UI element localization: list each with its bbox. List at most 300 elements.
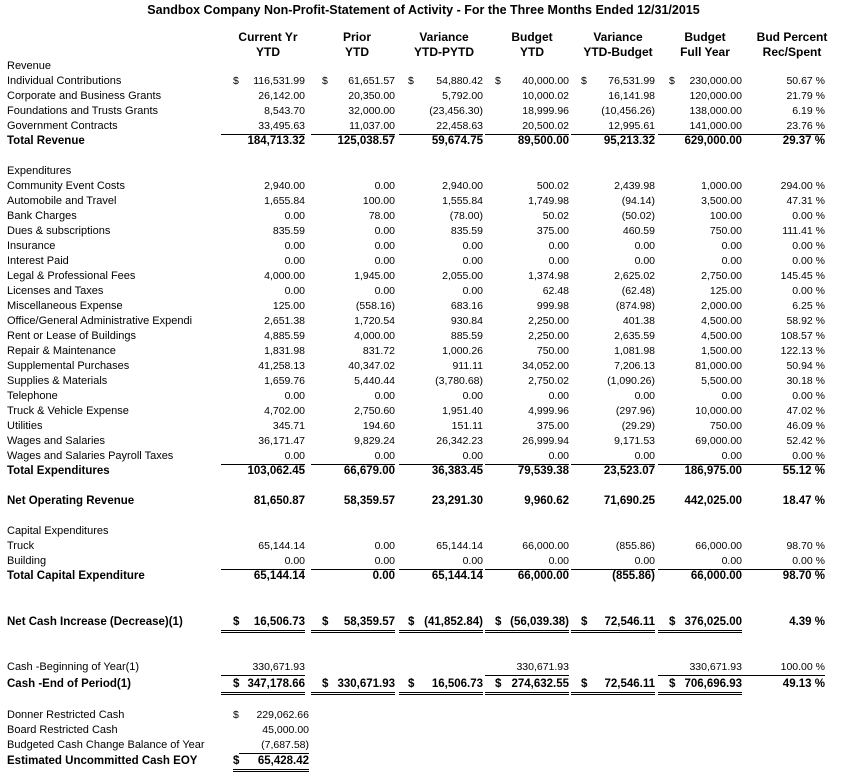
value-cell: 33,495.63 (221, 119, 305, 135)
value-cell: (56,039.38) (485, 615, 569, 633)
value-cell: 22,458.63 (399, 119, 483, 135)
value-cell: 274,632.55 (485, 677, 569, 695)
value-cell: 1,555.84 (442, 195, 483, 207)
value-cell: (855.86) (612, 570, 655, 582)
total-row-label: Total Capital Expenditure (7, 570, 145, 582)
value-cell: 0.00 (374, 225, 395, 237)
row-label: Supplies & Materials (7, 375, 108, 387)
value-cell: 0.00 (548, 240, 569, 252)
value-cell: 2,940.00 (442, 180, 483, 192)
value-cell: 1,749.98 (528, 195, 569, 207)
currency-symbol: $ (322, 677, 334, 695)
value-cell: (41,852.84) (399, 615, 483, 633)
value-cell: 29.37 % (782, 135, 825, 147)
value-cell: 49.13 % (782, 678, 825, 690)
value-cell: 4,000.00 (264, 270, 305, 282)
value-cell: 1,500.00 (701, 345, 742, 357)
value-cell: 125.00 (272, 300, 305, 312)
total-row-label: Total Revenue (7, 135, 85, 147)
value-cell: 0.00 (284, 255, 305, 267)
currency-symbol: $ (233, 677, 245, 695)
value-cell: 885.59 (450, 330, 483, 342)
value-cell: 706,696.93 (658, 677, 742, 695)
value-cell: 98.70 % (782, 570, 825, 582)
column-header-line: Variance (593, 30, 643, 44)
value-cell: 0.00 (311, 554, 395, 570)
currency-symbol: $ (233, 615, 245, 633)
value-cell: 5,792.00 (442, 90, 483, 102)
value-cell: 23.76 % (741, 119, 825, 135)
value-cell: 9,171.53 (614, 435, 655, 447)
row-label: Cash -Beginning of Year(1) (7, 661, 140, 673)
value-cell: 347,178.66 (221, 677, 305, 695)
value-cell: 41,258.13 (258, 360, 305, 372)
value-cell: 186,975.00 (684, 465, 742, 477)
currency-symbol: $ (581, 677, 593, 695)
value-cell: 184,713.32 (247, 135, 305, 147)
value-cell: 71,690.25 (603, 495, 655, 507)
value-cell: 30.18 % (786, 375, 825, 387)
value-cell: 1,000.26 (442, 345, 483, 357)
value-cell: 4,000.00 (354, 330, 395, 342)
value-cell: 0.00 (399, 449, 483, 465)
column-header-line: Bud Percent (756, 30, 828, 44)
value-cell: 683.16 (450, 300, 483, 312)
column-header-line: YTD (256, 45, 280, 59)
value-cell: 40,000.00 (522, 75, 569, 87)
value-cell: 2,750.60 (354, 405, 395, 417)
value-cell: 76,531.99 (608, 75, 655, 87)
column-header (316, 30, 398, 60)
value-cell: 47.02 % (786, 405, 825, 417)
value-cell: 125.00 (709, 285, 742, 297)
value-cell: 460.59 (622, 225, 655, 237)
row-label: Budgeted Cash Change Balance of Year (7, 739, 205, 751)
section-heading: Revenue (7, 60, 52, 72)
value-cell: 11,037.00 (311, 119, 395, 135)
column-header-line: Current Yr (238, 30, 298, 44)
value-cell: 1,831.98 (264, 345, 305, 357)
value-cell: 5,440.44 (354, 375, 395, 387)
value-cell: 0.00 (374, 540, 395, 552)
column-header-line: Full Year (680, 45, 730, 59)
value-cell: 750.00 (536, 345, 569, 357)
value-cell: 47.31 % (786, 195, 825, 207)
column-header (403, 30, 485, 60)
currency-symbol: $ (322, 615, 334, 633)
value-cell: 750.00 (709, 420, 742, 432)
row-label: Telephone (7, 390, 58, 402)
value-cell: (23,456.30) (429, 105, 483, 117)
currency-symbol: $ (233, 75, 239, 87)
report-title: Sandbox Company Non-Profit-Statement of Activity - For the Three Months Ended 12/31/2015 (147, 3, 700, 17)
value-cell: 66,000.00 (517, 570, 569, 582)
value-cell: 0.00 % (792, 240, 825, 252)
value-cell: 36,171.47 (258, 435, 305, 447)
value-cell: 345.71 (272, 420, 305, 432)
value-cell: 229,062.66 (256, 709, 309, 721)
value-cell: (10,456.26) (601, 105, 655, 117)
value-cell: 2,439.98 (614, 180, 655, 192)
value-cell: 4,500.00 (701, 330, 742, 342)
value-cell: (50.02) (621, 210, 655, 222)
value-cell: 32,000.00 (348, 105, 395, 117)
value-cell: 120,000.00 (689, 90, 742, 102)
total-row-label: Cash -End of Period(1) (7, 678, 131, 690)
value-cell: 0.00 (634, 255, 655, 267)
value-cell: 2,750.02 (528, 375, 569, 387)
column-header-line: Variance (419, 30, 469, 44)
value-cell: (62.48) (621, 285, 655, 297)
value-cell: 95,213.32 (603, 135, 655, 147)
currency-symbol: $ (408, 615, 420, 633)
value-cell: (297.96) (615, 405, 655, 417)
value-cell: 122.13 % (780, 345, 825, 357)
value-cell: 835.59 (450, 225, 483, 237)
value-cell: 1,081.98 (614, 345, 655, 357)
value-cell: 10,000.02 (522, 90, 569, 102)
value-cell: 65,144.14 (258, 540, 305, 552)
value-cell: (78.00) (449, 210, 483, 222)
value-cell: 20,350.00 (348, 90, 395, 102)
value-cell: 2,625.02 (614, 270, 655, 282)
value-cell: 4.39 % (789, 616, 825, 628)
value-cell: 2,000.00 (701, 300, 742, 312)
value-cell: 0.00 (374, 180, 395, 192)
currency-symbol: $ (495, 615, 507, 633)
value-cell: 0.00 (462, 285, 483, 297)
value-cell: 81,650.87 (253, 495, 305, 507)
total-row-label: Net Cash Increase (Decrease)(1) (7, 616, 183, 628)
row-label: Insurance (7, 240, 56, 252)
row-label: Dues & subscriptions (7, 225, 111, 237)
value-cell: 2,750.00 (701, 270, 742, 282)
value-cell: 1,951.40 (442, 405, 483, 417)
value-cell: 0.00 (485, 449, 569, 465)
value-cell: 0.00 (284, 240, 305, 252)
value-cell: 230,000.00 (689, 75, 742, 87)
value-cell: 79,539.38 (517, 465, 569, 477)
value-cell: 0.00 (721, 390, 742, 402)
row-label: Board Restricted Cash (7, 724, 118, 736)
row-label: Rent or Lease of Buildings (7, 330, 137, 342)
value-cell: 54,880.42 (436, 75, 483, 87)
value-cell: 65,144.14 (436, 540, 483, 552)
row-label: Corporate and Business Grants (7, 90, 162, 102)
row-label: Office/General Administrative Expendi (7, 315, 193, 327)
value-cell: 0.00 (221, 449, 305, 465)
value-cell: 0.00 (658, 449, 742, 465)
value-cell: 7,206.13 (614, 360, 655, 372)
total-row-label: Total Expenditures (7, 465, 110, 477)
value-cell: 376,025.00 (658, 615, 742, 633)
value-cell: 4,702.00 (264, 405, 305, 417)
value-cell: 930.84 (450, 315, 483, 327)
value-cell: 4,885.59 (264, 330, 305, 342)
value-cell: 66,679.00 (343, 465, 395, 477)
value-cell: 138,000.00 (689, 105, 742, 117)
value-cell: 9,960.62 (524, 495, 569, 507)
row-label: Donner Restricted Cash (7, 709, 125, 721)
value-cell: 141,000.00 (658, 119, 742, 135)
currency-symbol: $ (408, 677, 420, 695)
value-cell: 2,250.00 (528, 330, 569, 342)
value-cell: 10,000.00 (695, 405, 742, 417)
value-cell: 5,500.00 (701, 375, 742, 387)
value-cell: 0.00 (548, 390, 569, 402)
value-cell: 20,500.02 (485, 119, 569, 135)
value-cell: 66,000.00 (690, 570, 742, 582)
value-cell: 61,651.57 (348, 75, 395, 87)
value-cell: 0.00 (571, 449, 655, 465)
value-cell: (29.29) (621, 420, 655, 432)
value-cell: 1,000.00 (701, 180, 742, 192)
value-cell: 65,144.14 (253, 570, 305, 582)
total-row-label: Estimated Uncommitted Cash EOY (7, 755, 198, 767)
value-cell: 55.12 % (782, 465, 825, 477)
column-header (751, 30, 833, 60)
value-cell: 500.02 (536, 180, 569, 192)
value-cell (311, 660, 395, 675)
value-cell: 16,506.73 (399, 677, 483, 695)
value-cell: 23,523.07 (603, 465, 655, 477)
value-cell: 0.00 (658, 554, 742, 570)
value-cell: 0.00 % (741, 449, 825, 465)
value-cell: 1,374.98 (528, 270, 569, 282)
currency-symbol: $ (408, 75, 414, 87)
value-cell: 116,531.99 (253, 75, 305, 87)
column-header-line: YTD (345, 45, 369, 59)
currency-symbol: $ (581, 75, 587, 87)
row-label: Wages and Salaries (7, 435, 106, 447)
value-cell: 62.48 (542, 285, 569, 297)
row-label: Licenses and Taxes (7, 285, 104, 297)
value-cell: 911.11 (452, 360, 483, 372)
row-label: Community Event Costs (7, 180, 125, 192)
column-header-line: Rec/Spent (762, 45, 822, 59)
value-cell: 103,062.45 (247, 465, 305, 477)
column-header-line: YTD-PYTD (414, 45, 474, 59)
currency-symbol: $ (669, 677, 681, 695)
value-cell: 26,999.94 (522, 435, 569, 447)
value-cell: 6.25 % (792, 300, 825, 312)
value-cell: 2,940.00 (264, 180, 305, 192)
value-cell: 2,635.59 (614, 330, 655, 342)
value-cell: 145.45 % (780, 270, 825, 282)
value-cell: 0.00 (571, 554, 655, 570)
value-cell: 0.00 (284, 210, 305, 222)
value-cell: 330,671.93 (311, 677, 395, 695)
value-cell: 0.00 (721, 255, 742, 267)
value-cell: 0.00 (374, 255, 395, 267)
value-cell: 34,052.00 (522, 360, 569, 372)
row-label: Supplemental Purchases (7, 360, 130, 372)
value-cell: 21.79 % (786, 90, 825, 102)
value-cell: 0.00 (311, 449, 395, 465)
value-cell (399, 660, 483, 675)
column-header-line: YTD (520, 45, 544, 59)
value-cell: 750.00 (709, 225, 742, 237)
value-cell: 23,291.30 (431, 495, 483, 507)
value-cell: 16,141.98 (608, 90, 655, 102)
row-label: Building (7, 555, 47, 567)
value-cell: 81,000.00 (695, 360, 742, 372)
value-cell: 16,506.73 (221, 615, 305, 633)
value-cell: 52.42 % (786, 435, 825, 447)
value-cell: 1,655.84 (264, 195, 305, 207)
value-cell: 69,000.00 (695, 435, 742, 447)
value-cell: 0.00 % (792, 285, 825, 297)
value-cell: (855.86) (615, 540, 655, 552)
value-cell: 100.00 (362, 195, 395, 207)
value-cell: 330,671.93 (221, 660, 305, 676)
value-cell: 0.00 (462, 255, 483, 267)
currency-symbol: $ (495, 75, 501, 87)
row-label: Truck (7, 540, 35, 552)
row-label: Repair & Maintenance (7, 345, 116, 357)
value-cell: 58,359.57 (343, 495, 395, 507)
value-cell: 50.94 % (786, 360, 825, 372)
value-cell: 46.09 % (786, 420, 825, 432)
column-header (491, 30, 573, 60)
value-cell: 330,671.93 (485, 660, 569, 676)
value-cell (571, 660, 655, 675)
value-cell: 26,342.23 (436, 435, 483, 447)
column-header (664, 30, 746, 60)
value-cell: 108.57 % (780, 330, 825, 342)
value-cell: 194.60 (362, 420, 395, 432)
value-cell: 100.00 % (741, 660, 825, 676)
value-cell: 65,144.14 (431, 570, 483, 582)
column-header (577, 30, 659, 60)
currency-symbol: $ (495, 677, 507, 695)
value-cell: 65,428.42 (247, 754, 309, 772)
value-cell: (94.14) (621, 195, 655, 207)
value-cell: 58.92 % (786, 315, 825, 327)
value-cell: 9,829.24 (354, 435, 395, 447)
column-header-line: YTD-Budget (583, 45, 653, 59)
value-cell: 0.00 (221, 554, 305, 570)
value-cell: 0.00 (372, 570, 395, 582)
value-cell: (7,687.58) (239, 738, 309, 754)
value-cell: 4,500.00 (701, 315, 742, 327)
value-cell: 0.00 (634, 240, 655, 252)
value-cell: 0.00 (374, 390, 395, 402)
value-cell: 1,945.00 (354, 270, 395, 282)
value-cell: 18,999.96 (522, 105, 569, 117)
value-cell: 1,720.54 (354, 315, 395, 327)
row-label: Utilities (7, 420, 43, 432)
value-cell: 294.00 % (780, 180, 825, 192)
value-cell: 0.00 % (792, 210, 825, 222)
section-heading: Capital Expenditures (7, 525, 109, 537)
value-cell: 0.00 (485, 554, 569, 570)
value-cell: 100.00 (709, 210, 742, 222)
currency-symbol: $ (233, 754, 247, 772)
row-label: Miscellaneous Expense (7, 300, 123, 312)
currency-symbol: $ (669, 615, 681, 633)
row-label: Government Contracts (7, 120, 118, 132)
value-cell: 125,038.57 (337, 135, 395, 147)
row-label: Automobile and Travel (7, 195, 117, 207)
column-header (227, 30, 309, 60)
value-cell: (874.98) (615, 300, 655, 312)
value-cell: 66,000.00 (522, 540, 569, 552)
currency-symbol: $ (669, 75, 675, 87)
value-cell: 0.00 (399, 554, 483, 570)
value-cell: 0.00 (462, 240, 483, 252)
value-cell: (1,090.26) (607, 375, 655, 387)
value-cell: 111.41 % (782, 225, 825, 237)
row-label: Interest Paid (7, 255, 69, 267)
total-row-label: Net Operating Revenue (7, 495, 135, 507)
value-cell: 2,250.00 (528, 315, 569, 327)
value-cell: 0.00 (721, 240, 742, 252)
value-cell: 831.72 (362, 345, 395, 357)
value-cell: 0.00 (284, 390, 305, 402)
value-cell: 0.00 (284, 285, 305, 297)
value-cell: (3,780.68) (435, 375, 483, 387)
value-cell: 72,546.11 (571, 615, 655, 633)
value-cell: 151.11 (451, 420, 483, 432)
column-header-line: Prior (342, 30, 371, 44)
value-cell: 0.00 (374, 285, 395, 297)
row-label: Individual Contributions (7, 75, 122, 87)
value-cell: 2,651.38 (264, 315, 305, 327)
value-cell: 40,347.02 (348, 360, 395, 372)
value-cell: 0.00 (462, 390, 483, 402)
value-cell: 0.00 % (792, 390, 825, 402)
value-cell: 375.00 (536, 225, 569, 237)
currency-symbol: $ (581, 615, 593, 633)
value-cell: 8,543.70 (264, 105, 305, 117)
value-cell: 89,500.00 (517, 135, 569, 147)
value-cell: 330,671.93 (658, 660, 742, 676)
value-cell: 12,995.61 (571, 119, 655, 135)
value-cell: 1,659.76 (264, 375, 305, 387)
value-cell: 0.00 (634, 390, 655, 402)
value-cell: 66,000.00 (695, 540, 742, 552)
row-label: Bank Charges (7, 210, 77, 222)
value-cell: 0.00 (548, 255, 569, 267)
value-cell: 78.00 (368, 210, 395, 222)
value-cell: 629,000.00 (684, 135, 742, 147)
value-cell: 442,025.00 (684, 495, 742, 507)
value-cell: 2,055.00 (442, 270, 483, 282)
value-cell: 999.98 (536, 300, 569, 312)
row-label: Wages and Salaries Payroll Taxes (7, 450, 174, 462)
value-cell: 401.38 (622, 315, 655, 327)
value-cell: 36,383.45 (431, 465, 483, 477)
value-cell: 3,500.00 (701, 195, 742, 207)
value-cell: 45,000.00 (262, 724, 309, 736)
currency-symbol: $ (322, 75, 328, 87)
value-cell: 50.02 (542, 210, 569, 222)
value-cell: 0.00 (374, 240, 395, 252)
value-cell: 26,142.00 (258, 90, 305, 102)
row-label: Truck & Vehicle Expense (7, 405, 129, 417)
value-cell: 835.59 (272, 225, 305, 237)
value-cell: (558.16) (355, 300, 395, 312)
value-cell: 98.70 % (786, 540, 825, 552)
row-label: Foundations and Trusts Grants (7, 105, 159, 117)
value-cell: 0.00 % (741, 554, 825, 570)
value-cell: 59,674.75 (431, 135, 483, 147)
value-cell: 4,999.96 (528, 405, 569, 417)
column-header-line: Budget (511, 30, 553, 44)
section-heading: Expenditures (7, 165, 72, 177)
value-cell: 18.47 % (782, 495, 825, 507)
